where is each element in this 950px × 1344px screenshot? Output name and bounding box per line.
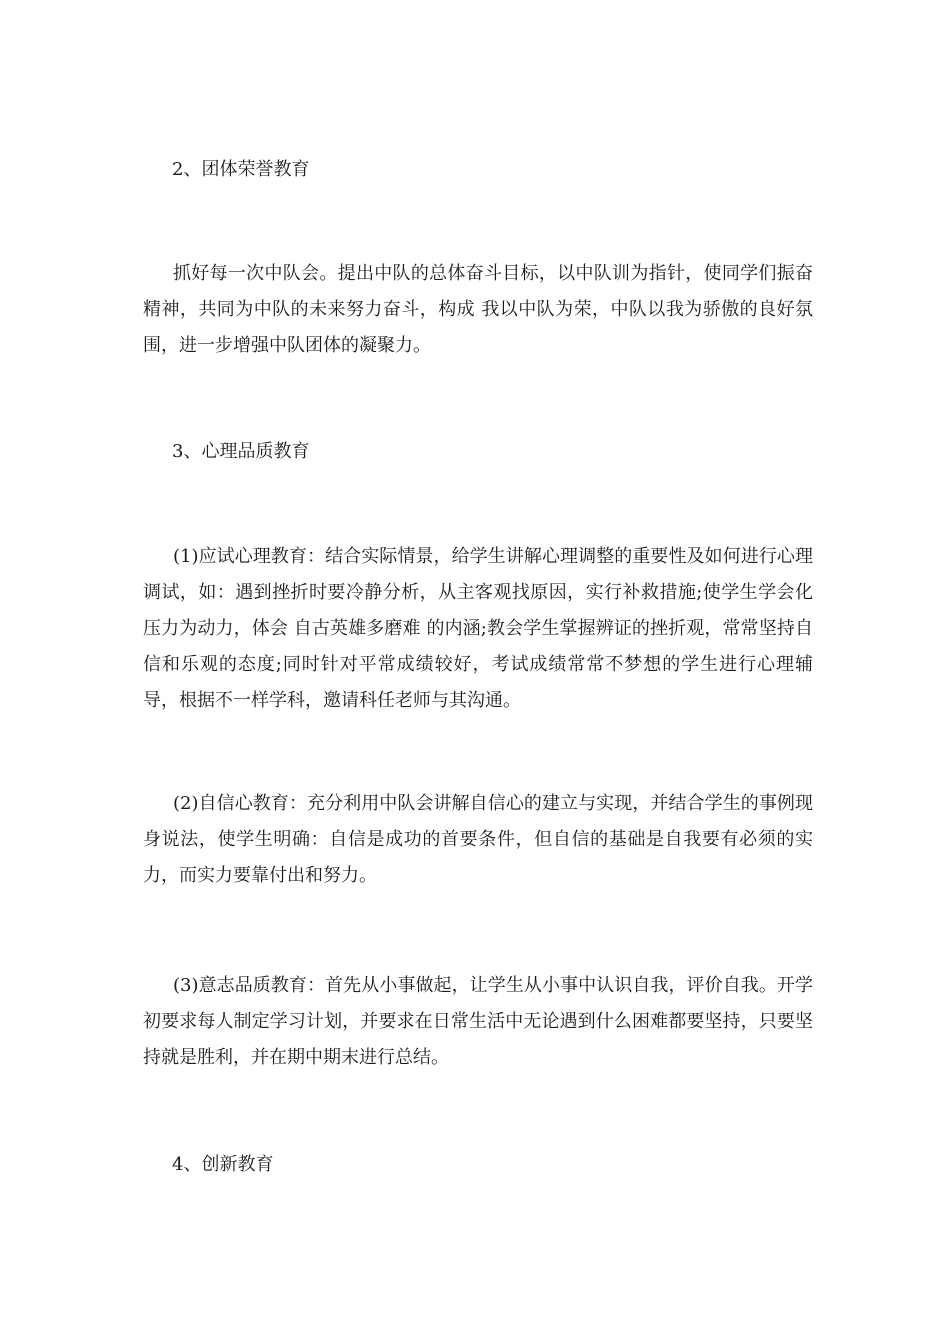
paragraph-exam-psychology: (1)应试心理教育：结合实际情景，给学生讲解心理调整的重要性及如何进行心理调试，如：遇到挫折时要冷静分析，从主客观找原因，实行补救措施;使学生学会化压力为动力，体会 自古英雄多磨难 的内涵;教会学生掌握辨证的挫折观，常常坚持自信和乐观的态度;同时针对平常成绩较好，考试成绩常常不梦想的学生进行心理辅导，根据不一样学科，邀请科任老师与其沟通。: [143, 546, 813, 711]
paragraph-willpower: (3)意志品质教育：首先从小事做起，让学生从小事中认识自我，评价自我。开学初要求每人制定学习计划，并要求在日常生活中无论遇到什么困难都要坚持，只要坚持就是胜利，并在期中期末进行总结。: [143, 975, 813, 1068]
paragraph-class-meeting: 抓好每一次中队会。提出中队的总体奋斗目标，以中队训为指针，使同学们振奋精神，共同为中队的未来努力奋斗，构成 我以中队为荣，中队以我为骄傲的良好氛围，进一步增强中队团体的凝聚力。: [143, 263, 813, 356]
section-heading-psychology: 3、心理品质教育: [172, 441, 310, 462]
section-heading-team-honor: 2、团体荣誉教育: [172, 159, 310, 180]
section-heading-innovation: 4、创新教育: [172, 1154, 274, 1175]
paragraph-self-confidence: (2)自信心教育：充分利用中队会讲解自信心的建立与实现，并结合学生的事例现身说法，使学生明确：自信是成功的首要条件，但自信的基础是自我要有必须的实力，而实力要靠付出和努力。: [143, 793, 813, 886]
